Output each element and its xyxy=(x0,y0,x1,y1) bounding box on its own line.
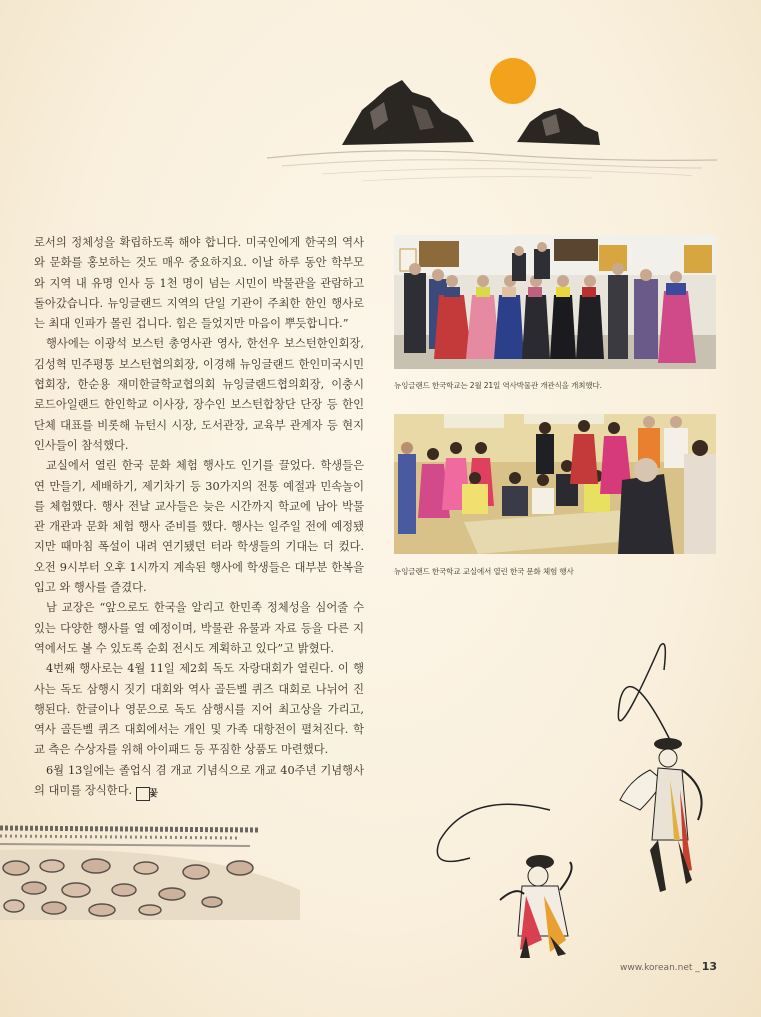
page-footer xyxy=(620,960,717,973)
article-paragraph: 행사에는 이광석 보스턴 총영사관 영사, 한선우 보스턴한인회장, 김성혁 민주평통 보스턴협의회장, 이경해 뉴잉글랜드 한인미국시민협회장, 한순용 재미한글학교협의회 뉴잉글랜드협의회장, 이충시 로드아일랜드 한인학교 이사장, 장수인 보스턴합창단 단장 등 한인단체 대표를 비롯해 뉴턴시 시장, 도서관장, 교육부 관계자 등 현지 인사들이 참석했다. xyxy=(34,337,364,452)
article-paragraph: 교실에서 열린 한국 문화 체험 행사도 인기를 끌었다. 학생들은 연 만들기, 세배하기, 제기차기 등 30가지의 전통 예절과 민속놀이를 체험했다. 행사 전날 교사들은 늦은 시간까지 학교에 남아 박물관 개관과 문화 체험 행사 준비를 했다. 행사는 일주일 전에 예정됐지만 때마침 폭설이 내려 연기됐던 터라 학생들의 기대는 더 컸다. 오전 9시부터 오후 1시까지 계속된 행사에 학생들은 대부분 한복을 입고 와 행사를 즐겼다. xyxy=(34,459,364,595)
photo-caption: 뉴잉글랜드 한국학교는 2월 21일 역사박물관 개관식을 개최했다. xyxy=(394,381,602,390)
sun-icon xyxy=(490,58,536,104)
dancers-illustration xyxy=(430,640,730,960)
article-paragraph: 남 교장은 “앞으로도 한국을 알리고 한민족 정체성을 심어줄 수 있는 다양한 행사를 열 예정이며, 박물관 유물과 자료 등을 다른 지역에서도 볼 수 있도록 순회 전시도 계획하고 있다”고 밝혔다. xyxy=(34,601,364,655)
photo-caption: 뉴잉글랜드 한국학교 교실에서 열린 한국 문화 체험 행사 xyxy=(394,567,574,576)
article-paragraph: 4번째 행사로는 4월 11일 제2회 독도 자랑대회가 열린다. 이 행사는 독도 삼행시 짓기 대회와 역사 골든벨 퀴즈 대회로 나뉘어 진행된다. 한글이나 영문으로 독도 삼행시를 지어 최고상을 가리고, 역사 골든벨 퀴즈 대회에서는 개인 및 가족 대항전이 펼쳐진다. 학교 측은 수상자를 위해 아이패드 등 푸짐한 상품도 마련했다. xyxy=(34,662,364,757)
article-paragraph-last xyxy=(34,761,364,802)
footer-site: www.korean.net _ xyxy=(620,963,700,973)
page-number: 13 xyxy=(701,960,718,973)
article-paragraph: 로서의 정체성을 확립하도록 해야 합니다. 미국인에게 한국의 역사와 문화를 홍보하는 것도 매우 중요하지요. 이날 하루 동안 학부모와 지역 내 유명 인사 등 1천 명이 넘는 시민이 박물관을 관람하고 돌아갔습니다. 뉴잉글랜드 지역의 단일 기관이 주최한 한인 행사로는 최대 인파가 몰린 겁니다. 힘은 들었지만 마음이 뿌듯합니다.” xyxy=(34,236,364,331)
end-mark-icon: 꽃 xyxy=(136,787,150,801)
article-paragraph: 6월 13일에는 졸업식 겸 개교 기념식으로 개교 40주년 기념행사의 대미를 장식한다. xyxy=(34,763,364,798)
photo-culture-experience xyxy=(394,414,716,554)
ink-landscape-illustration xyxy=(262,50,722,200)
stone-wall-illustration xyxy=(0,820,310,920)
photo-museum-opening xyxy=(394,235,716,369)
article-body xyxy=(34,233,364,801)
